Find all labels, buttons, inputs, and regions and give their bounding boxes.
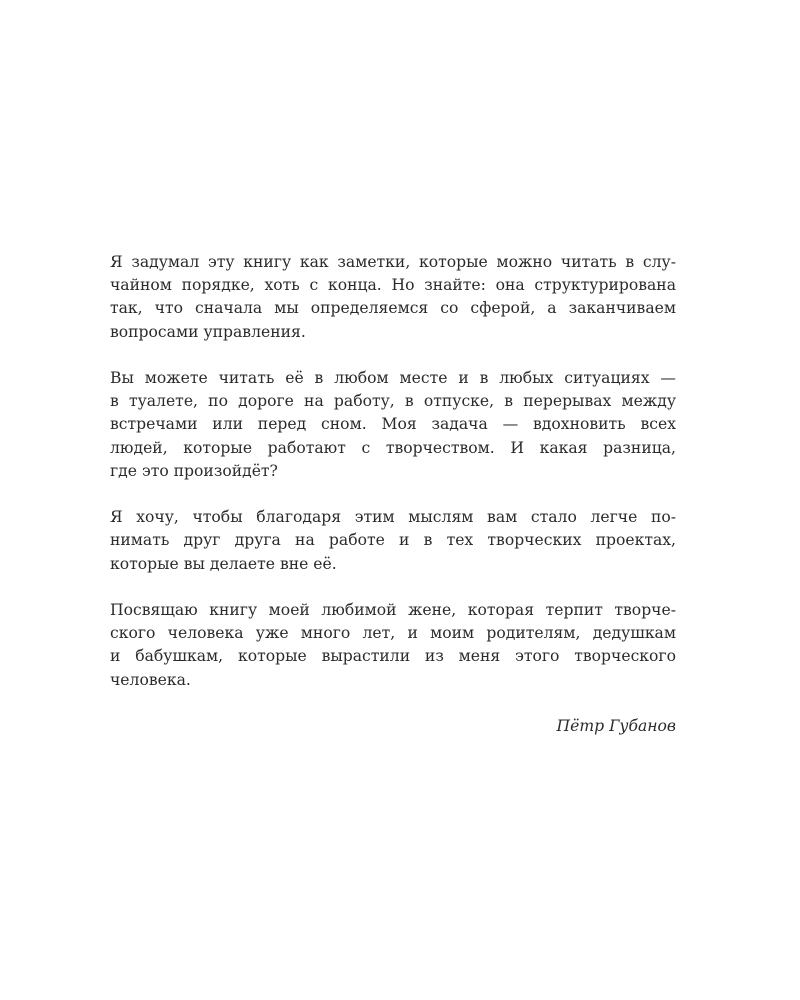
text-line: в туалете, по дороге на работу, в отпуске, в перерывах между <box>110 392 676 411</box>
text-line: вопросами управления. <box>110 322 306 341</box>
text-line: где это произойдёт? <box>110 461 278 480</box>
paragraph-4 <box>110 599 676 692</box>
text-line: Вы можете читать её в любом месте и в любых ситуациях — <box>110 369 676 387</box>
text-line: ского человека уже много лет, и моим родителям, дедушкам <box>110 624 676 643</box>
text-line: и бабушкам, которые вырастили из меня этого творческого <box>110 647 676 666</box>
text-line: человека. <box>110 670 191 689</box>
text-line: Посвящаю книгу моей любимой жене, которая терпит творче- <box>110 601 676 619</box>
paragraph-3 <box>110 506 676 576</box>
text-line: Я задумал эту книгу как заметки, которые можно читать в слу- <box>110 253 676 271</box>
text-line: встречами или перед сном. Моя задача — вдохновить всех <box>110 415 676 434</box>
text-line: нимать друг друга на работе и в тех творческих проектах, <box>110 531 676 550</box>
text-line: Я хочу, чтобы благодаря этим мыслям вам стало легче по- <box>110 508 676 527</box>
text-line: так, что сначала мы определяемся со сферой, а заканчиваем <box>110 299 676 318</box>
paragraph-2 <box>110 367 676 483</box>
text-line: чайном порядке, хоть с конца. Но знайте: она структурирована <box>110 276 676 295</box>
preface-text <box>110 251 676 738</box>
author-signature: Пётр Губанов <box>556 717 676 735</box>
text-line: людей, которые работают с творчеством. И какая разница, <box>110 438 676 457</box>
text-line: которые вы делаете вне её. <box>110 554 337 573</box>
paragraph-1 <box>110 251 676 344</box>
